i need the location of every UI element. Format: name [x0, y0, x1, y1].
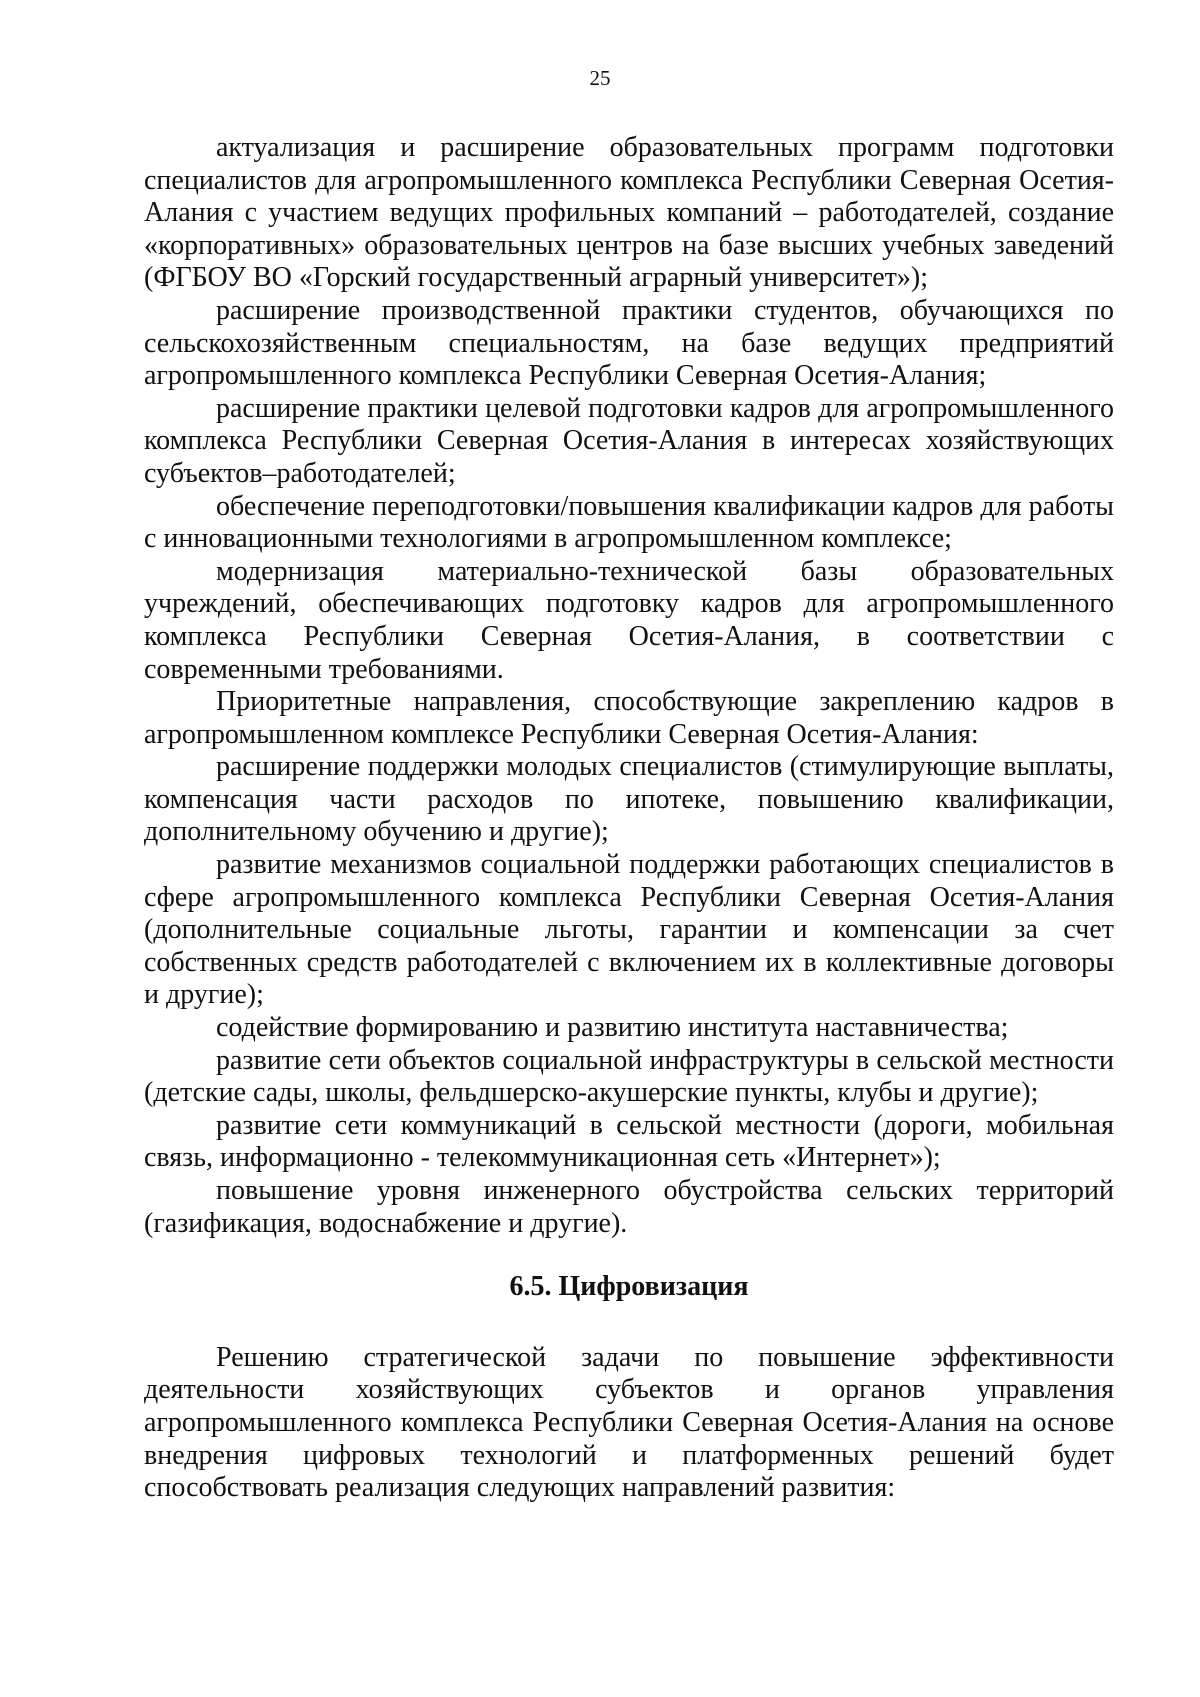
paragraph-young-specialists: расширение поддержки молодых специалистов (стимулирующие выплаты, компенсация части расходов по ипотеке, повышению квалификации, дополнительному обучению и другие);: [144, 751, 1114, 848]
paragraph-industrial-practice: расширение производственной практики студентов, обучающихся по сельскохозяйственным специальностям, на базе ведущих предприятий агропромышленного комплекса Республики Северная Осетия-Алания;: [144, 294, 1114, 392]
paragraph-mentorship: содействие формированию и развитию института наставничества;: [216, 1012, 1009, 1044]
paragraph-priority-directions: Приоритетные направления, способствующие закреплению кадров в агропромышленном комплексе Республики Северная Осетия-Алания:: [144, 686, 1114, 750]
paragraph-engineering: повышение уровня инженерного обустройства сельских территорий (газификация, водоснабжение и другие).: [144, 1175, 1114, 1239]
page-number: 25: [589, 66, 611, 90]
document-body: [144, 132, 1114, 1505]
paragraph-education-programs: актуализация и расширение образовательных программ подготовки специалистов для агропромышленного комплекса Республики Северная Осетия-Алания с участием ведущих профильных компаний – работодателей, создание «корпоративных» образовательных центров на базе высших учебных заведений (ФГБОУ ВО «Горский государственный аграрный университет»);: [144, 132, 1114, 294]
section-intro-paragraph: Решению стратегической задачи по повышение эффективности деятельности хозяйствующих субъектов и органов управления агропромышленного комплекса Республики Северная Осетия-Алания на основе внедрения цифровых технологий и платформенных решений будет способствовать реализация следующих направлений развития:: [144, 1341, 1114, 1504]
paragraph-social-infrastructure: развитие сети объектов социальной инфраструктуры в сельской местности (детские сады, школы, фельдшерско-акушерские пункты, клубы и другие);: [144, 1044, 1114, 1109]
paragraph-modernization: модернизация материально-технической базы образовательных учреждений, обеспечивающих подготовку кадров для агропромышленного комплекса Республики Северная Осетия-Алания, в соответствии с современными требованиями.: [144, 555, 1114, 685]
paragraph-targeted-training: расширение практики целевой подготовки кадров для агропромышленного комплекса Республики Северная Осетия-Алания в интересах хозяйствующих субъектов–работодателей;: [144, 392, 1114, 489]
paragraph-retraining: обеспечение переподготовки/повышения квалификации кадров для работы с инновационными технологиями в агропромышленном комплексе;: [144, 490, 1114, 555]
paragraph-social-support: развитие механизмов социальной поддержки работающих специалистов в сфере агропромышленного комплекса Республики Северная Осетия-Алания (дополнительные социальные льготы, гарантии и компенсации за счет собственных средств работодателей с включением их в коллективные договоры и другие);: [144, 849, 1114, 1011]
paragraph-communications: развитие сети коммуникаций в сельской местности (дороги, мобильная связь, информационно - телекоммуникационная сеть «Интернет»);: [144, 1109, 1114, 1174]
section-title: 6.5. Цифровизация: [509, 1271, 749, 1303]
